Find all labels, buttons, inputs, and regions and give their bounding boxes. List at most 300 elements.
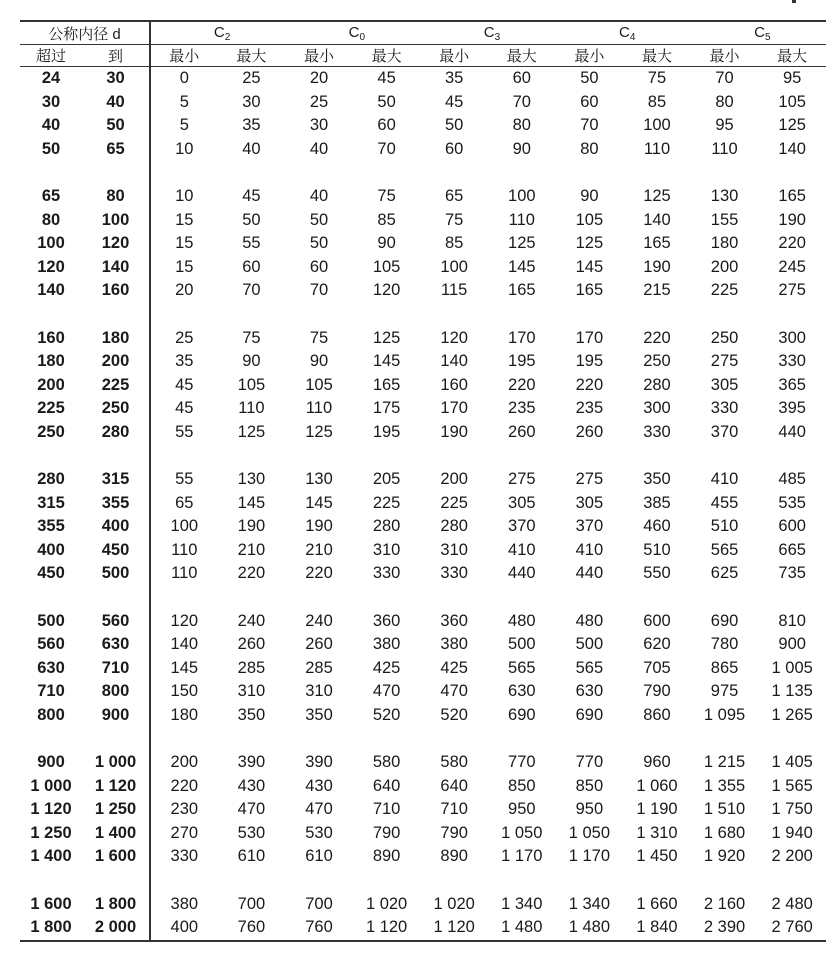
spacer-cell: [691, 161, 759, 185]
clearance-cell: 125: [778, 116, 806, 135]
clearance-cell: 890: [440, 847, 468, 866]
clearance-cell: 285: [237, 658, 266, 677]
clearance-cell: 35: [242, 116, 261, 135]
clearance-cell: 410: [710, 470, 739, 489]
spacer-cell: [488, 303, 556, 327]
clearance-cell: 250: [710, 328, 739, 347]
clearance-cell: 890: [372, 847, 401, 866]
clearance-cell: 75: [242, 328, 261, 347]
clearance-cell: 300: [778, 328, 806, 347]
clearance-cell: 2 390: [691, 916, 759, 941]
diameter-to-cell: 30: [82, 67, 150, 91]
clearance-cell: 285: [305, 658, 333, 677]
clearance-cell: 1 190: [636, 800, 678, 819]
spacer-cell: [353, 586, 421, 610]
clearance-cell: 310: [372, 540, 401, 559]
clearance-cell: 900: [778, 635, 806, 654]
clearance-cell: 110: [238, 399, 265, 418]
clearance-cell: 10: [175, 187, 194, 206]
spacer-cell: [82, 444, 150, 468]
clearance-cell: 790: [372, 823, 401, 842]
clearance-cell: 200: [710, 257, 739, 276]
clearance-cell: 50: [445, 116, 464, 135]
clearance-cell: 40: [309, 139, 329, 158]
table-row: [20, 374, 826, 398]
clearance-cell: 1 940: [771, 823, 813, 842]
clearance-cell: 350: [643, 470, 671, 489]
spacer-cell: [488, 444, 556, 468]
clearance-cell: 190: [643, 257, 671, 276]
clearance-cell: 425: [440, 658, 468, 677]
clearance-cell: 260: [508, 422, 536, 441]
max-label: 最大: [777, 48, 808, 65]
clearance-cell: 5: [179, 116, 189, 135]
clearance-cell: 125: [305, 422, 333, 441]
clearance-cell: 1 120: [420, 916, 488, 941]
diameter-over-cell: 180: [37, 352, 65, 371]
clearance-cell: 705: [643, 658, 671, 677]
clearance-cell: 1 480: [556, 916, 624, 941]
clearance-cell: 520: [440, 705, 468, 724]
group-spacer: [20, 444, 826, 468]
clearance-cell: 690: [508, 705, 536, 724]
spacer-cell: [488, 161, 556, 185]
clearance-cell: 25: [175, 328, 194, 347]
clearance-cell: 65: [445, 187, 464, 206]
clearance-cell: 180: [170, 705, 199, 724]
table-body: [20, 67, 826, 941]
clearance-cell: 2 480: [771, 894, 813, 913]
clearance-cell: 205: [372, 470, 401, 489]
clearance-cell: 60: [512, 69, 531, 88]
clearance-cell: 190: [778, 210, 806, 229]
clearance-cell: 330: [710, 399, 739, 418]
clearance-cell: 145: [170, 658, 199, 677]
clearance-cell: 220: [508, 375, 536, 394]
clearance-cell: 975: [710, 682, 739, 701]
clearance-cell: 10: [175, 139, 194, 158]
spacer-cell: [285, 727, 353, 751]
clearance-cell: 20: [175, 281, 194, 300]
clearance-cell: 390: [305, 753, 333, 772]
clearance-cell: 75: [445, 210, 464, 229]
spacer-cell: [285, 303, 353, 327]
table-row: [20, 539, 826, 563]
clearance-cell: 40: [309, 187, 329, 206]
clearance-cell: 440: [575, 564, 604, 583]
clearance-cell: 460: [643, 517, 671, 536]
clearance-cell: 950: [508, 800, 536, 819]
spacer-cell: [623, 303, 691, 327]
spacer-cell: [691, 586, 759, 610]
table-row: [20, 680, 826, 704]
clearance-cell: 350: [237, 705, 266, 724]
clearance-cell: 1 215: [703, 753, 746, 772]
table-row: [20, 232, 826, 256]
clearance-cell: 160: [440, 375, 468, 394]
clearance-cell: 80: [512, 116, 531, 135]
clearance-cell: 275: [710, 352, 739, 371]
clearance-cell: 145: [575, 257, 604, 276]
spacer-cell: [20, 586, 82, 610]
clearance-cell: 190: [440, 422, 468, 441]
clearance-cell: 535: [778, 493, 806, 512]
spacer-cell: [150, 727, 218, 751]
clearance-cell: 300: [643, 399, 671, 418]
clearance-cell: 225: [710, 281, 739, 300]
table-row: [20, 397, 826, 421]
spacer-cell: [623, 444, 691, 468]
clearance-cell: 260: [305, 635, 333, 654]
clearance-cell: 95: [715, 116, 734, 135]
clearance-cell: 1 170: [501, 847, 543, 866]
to-label: 到: [82, 45, 150, 67]
clearance-cell: 865: [710, 658, 739, 677]
clearance-cell: 1 005: [771, 658, 813, 677]
clearance-cell: 145: [305, 493, 333, 512]
clearance-cell: 105: [305, 375, 333, 394]
group-header-c4: $C_4$: [556, 21, 691, 45]
clearance-cell: 330: [372, 564, 401, 583]
clearance-cell: 100: [508, 187, 536, 206]
clearance-cell: 250: [643, 352, 671, 371]
clearance-cell: 220: [170, 776, 199, 795]
spacer-cell: [285, 869, 353, 893]
clearance-cell: 350: [305, 705, 333, 724]
clearance-cell: 105: [372, 257, 401, 276]
clearance-cell: 1 020: [365, 894, 408, 913]
clearance-cell: 480: [508, 611, 536, 630]
clearance-cell: 190: [237, 517, 266, 536]
clearance-cell: 130: [710, 187, 739, 206]
clearance-cell: 80: [715, 92, 734, 111]
clearance-cell: 145: [237, 493, 266, 512]
table-row: [20, 893, 826, 917]
clearance-cell: 550: [643, 564, 671, 583]
clearance-cell: 410: [575, 540, 604, 559]
clearance-cell: 90: [377, 234, 396, 253]
clearance-cell: 510: [710, 517, 739, 536]
spacer-cell: [82, 161, 150, 185]
diameter-over-cell: 1 000: [30, 776, 72, 795]
table-row: [20, 327, 826, 351]
clearance-cell: 365: [778, 375, 806, 394]
clearance-cell: 220: [305, 564, 333, 583]
clearance-cell: 50: [377, 92, 396, 111]
spacer-cell: [488, 586, 556, 610]
clearance-cell: 480: [575, 611, 604, 630]
clearance-cell: 170: [575, 328, 604, 347]
spacer-cell: [758, 727, 826, 751]
clearance-cell: 1 510: [703, 800, 746, 819]
clearance-cell: 70: [715, 69, 734, 88]
table-row: [20, 209, 826, 233]
clearance-cell: 225: [372, 493, 401, 512]
spacer-cell: [150, 869, 218, 893]
diameter-to-cell: 80: [82, 185, 150, 209]
clearance-cell: 60: [580, 92, 599, 111]
clearance-cell: 305: [575, 493, 604, 512]
clearance-cell: 330: [440, 564, 468, 583]
header-row-labels: [20, 45, 826, 67]
diameter-to-cell: 500: [82, 562, 150, 586]
diameter-to-cell: 400: [82, 515, 150, 539]
clearance-cell: 245: [778, 257, 806, 276]
clearance-cell: 470: [237, 800, 266, 819]
clearance-cell: 220: [643, 328, 671, 347]
table-row: [20, 633, 826, 657]
spacer-cell: [758, 869, 826, 893]
clearance-cell: 600: [643, 611, 671, 630]
diameter-over-cell: 160: [37, 328, 65, 347]
diameter-to-cell: 630: [82, 633, 150, 657]
clearance-cell: 1 750: [771, 800, 813, 819]
spacer-cell: [488, 727, 556, 751]
clearance-cell: 165: [508, 281, 536, 300]
clearance-cell: 260: [575, 422, 604, 441]
clearance-cell: 220: [575, 375, 604, 394]
clearance-cell: 280: [440, 517, 468, 536]
diameter-over-cell: 1 800: [20, 916, 82, 941]
clearance-cell: 700: [237, 894, 266, 913]
clearance-cell: 220: [237, 564, 266, 583]
clearance-cell: 105: [237, 375, 266, 394]
clearance-cell: 260: [237, 635, 266, 654]
spacer-cell: [758, 161, 826, 185]
clearance-cell: 140: [170, 635, 199, 654]
clearance-cell: 165: [575, 281, 604, 300]
clearance-cell: 60: [242, 257, 261, 276]
table-row: [20, 421, 826, 445]
spacer-cell: [20, 303, 82, 327]
clearance-cell: 1 135: [771, 682, 813, 701]
diameter-over-cell: 450: [37, 564, 65, 583]
clearance-cell: 40: [242, 139, 261, 158]
clearance-cell: 810: [778, 611, 806, 630]
clearance-cell: 640: [372, 776, 401, 795]
clearance-cell: 1 340: [568, 894, 611, 913]
clearance-table-container: [20, 20, 826, 942]
clearance-cell: 310: [440, 540, 468, 559]
group-header-c5: $C_5$: [691, 21, 826, 45]
clearance-cell: 770: [575, 753, 604, 772]
spacer-cell: [82, 586, 150, 610]
clearance-cell: 125: [508, 234, 536, 253]
clearance-cell: 1 265: [771, 705, 813, 724]
clearance-cell: 1 310: [636, 823, 678, 842]
clearance-cell: 700: [305, 894, 333, 913]
clearance-cell: 760: [218, 916, 286, 941]
clearance-cell: 520: [372, 705, 401, 724]
diameter-to-cell: 1 120: [82, 775, 150, 799]
diameter-header: 公称内径 d: [20, 21, 150, 45]
diameter-to-cell: 560: [82, 610, 150, 634]
clearance-cell: 330: [643, 422, 671, 441]
clearance-cell: 100: [643, 116, 671, 135]
clearance-cell: 220: [778, 234, 806, 253]
diameter-to-cell: 160: [82, 279, 150, 303]
spacer-cell: [623, 869, 691, 893]
table-row: [20, 845, 826, 869]
clearance-cell: 90: [309, 352, 329, 371]
table-row: [20, 350, 826, 374]
clearance-cell: 610: [237, 847, 266, 866]
spacer-cell: [556, 444, 624, 468]
spacer-cell: [20, 727, 82, 751]
diameter-to-cell: 180: [82, 327, 150, 351]
spacer-cell: [82, 303, 150, 327]
diameter-to-cell: 315: [82, 468, 150, 492]
min-label: 最小: [709, 48, 740, 65]
clearance-cell: 1 565: [771, 776, 813, 795]
table-row: [20, 114, 826, 138]
max-label: 最大: [371, 48, 402, 65]
diameter-to-cell: 450: [82, 539, 150, 563]
clearance-cell: 380: [440, 635, 468, 654]
clearance-cell: 370: [575, 517, 604, 536]
group-header-c2: $C_2$: [150, 21, 285, 45]
clearance-cell: 15: [175, 210, 194, 229]
clearance-cell: 860: [643, 705, 671, 724]
clearance-cell: 60: [309, 257, 329, 276]
clearance-cell: 625: [710, 564, 739, 583]
clearance-cell: 770: [508, 753, 536, 772]
diameter-over-cell: 400: [37, 540, 65, 559]
clearance-cell: 70: [377, 139, 396, 158]
clearance-cell: 225: [440, 493, 468, 512]
spacer-cell: [353, 161, 421, 185]
clearance-cell: 390: [237, 753, 266, 772]
clearance-cell: 1 095: [703, 705, 746, 724]
clearance-cell: 235: [575, 399, 604, 418]
clearance-cell: 630: [575, 682, 604, 701]
clearance-cell: 75: [647, 69, 667, 88]
diameter-to-cell: 200: [82, 350, 150, 374]
spacer-cell: [420, 727, 488, 751]
spacer-cell: [82, 727, 150, 751]
diameter-over-cell: 250: [37, 422, 65, 441]
clearance-cell: 235: [508, 399, 536, 418]
clearance-cell: 530: [237, 823, 266, 842]
diameter-over-cell: 1 120: [30, 800, 72, 819]
spacer-cell: [218, 444, 286, 468]
clearance-cell: 50: [309, 234, 329, 253]
clearance-cell: 60: [445, 139, 464, 158]
clearance-cell: 45: [445, 92, 464, 111]
clearance-cell: 30: [309, 116, 329, 135]
clearance-cell: 665: [778, 540, 806, 559]
diameter-over-cell: 1 600: [30, 894, 72, 913]
table-row: [20, 822, 826, 846]
clearance-cell: 200: [170, 753, 199, 772]
clearance-cell: 230: [170, 800, 199, 819]
clearance-cell: 2 160: [703, 894, 746, 913]
spacer-cell: [556, 586, 624, 610]
diameter-over-cell: 140: [37, 281, 65, 300]
diameter-over-cell: 710: [37, 682, 65, 701]
clearance-cell: 1 660: [636, 894, 678, 913]
clearance-cell: 1 680: [703, 823, 746, 842]
clearance-cell: 1 120: [353, 916, 421, 941]
clearance-cell: 100: [440, 257, 468, 276]
clearance-cell: 565: [508, 658, 536, 677]
table-row: [20, 610, 826, 634]
clearance-cell: 125: [372, 328, 401, 347]
spacer-cell: [420, 161, 488, 185]
clearance-cell: 130: [305, 470, 333, 489]
clearance-cell: 55: [175, 470, 194, 489]
clearance-cell: 45: [377, 69, 396, 88]
clearance-cell: 1 355: [703, 776, 746, 795]
clearance-cell: 110: [171, 564, 198, 583]
table-row: [20, 775, 826, 799]
spacer-cell: [420, 303, 488, 327]
table-row: [20, 279, 826, 303]
clearance-cell: 1 020: [433, 894, 475, 913]
diameter-to-cell: 710: [82, 657, 150, 681]
diameter-to-cell: 50: [82, 114, 150, 138]
clearance-table: [20, 20, 826, 942]
clearance-cell: 1 340: [501, 894, 543, 913]
clearance-cell: 305: [508, 493, 536, 512]
clearance-cell: 690: [575, 705, 604, 724]
spacer-cell: [623, 161, 691, 185]
clearance-cell: 380: [170, 894, 199, 913]
clearance-cell: 195: [508, 352, 536, 371]
table-row: [20, 468, 826, 492]
spacer-cell: [691, 727, 759, 751]
diameter-to-cell: 1 000: [82, 751, 150, 775]
clearance-cell: 710: [440, 800, 468, 819]
diameter-to-cell: 280: [82, 421, 150, 445]
spacer-cell: [20, 444, 82, 468]
min-label: 最小: [574, 48, 605, 65]
clearance-cell: 45: [242, 187, 261, 206]
clearance-cell: 90: [242, 352, 261, 371]
clearance-cell: 425: [372, 658, 401, 677]
clearance-cell: 210: [305, 540, 333, 559]
diameter-over-cell: 355: [37, 517, 65, 536]
clearance-cell: 85: [445, 234, 464, 253]
clearance-cell: 110: [171, 540, 198, 559]
diameter-over-cell: 225: [37, 399, 65, 418]
table-row: [20, 515, 826, 539]
clearance-cell: 60: [377, 116, 396, 135]
clearance-cell: 485: [778, 470, 806, 489]
clearance-cell: 25: [309, 92, 329, 111]
diameter-to-cell: 250: [82, 397, 150, 421]
clearance-cell: 70: [309, 281, 329, 300]
clearance-cell: 110: [643, 139, 671, 158]
clearance-cell: 330: [170, 847, 199, 866]
clearance-cell: 110: [508, 210, 535, 229]
clearance-cell: 190: [305, 517, 333, 536]
clearance-cell: 500: [575, 635, 604, 654]
clearance-cell: 500: [508, 635, 536, 654]
max-label: 最大: [236, 48, 267, 65]
spacer-cell: [150, 444, 218, 468]
clearance-cell: 115: [441, 281, 468, 300]
clearance-cell: 55: [242, 234, 261, 253]
clearance-cell: 140: [440, 352, 468, 371]
diameter-over-cell: 50: [41, 139, 61, 158]
clearance-cell: 35: [175, 352, 194, 371]
diameter-over-cell: 1 400: [30, 847, 72, 866]
header-row-groups: [20, 21, 826, 45]
clearance-cell: 125: [237, 422, 266, 441]
clearance-cell: 440: [508, 564, 536, 583]
spacer-cell: [218, 727, 286, 751]
